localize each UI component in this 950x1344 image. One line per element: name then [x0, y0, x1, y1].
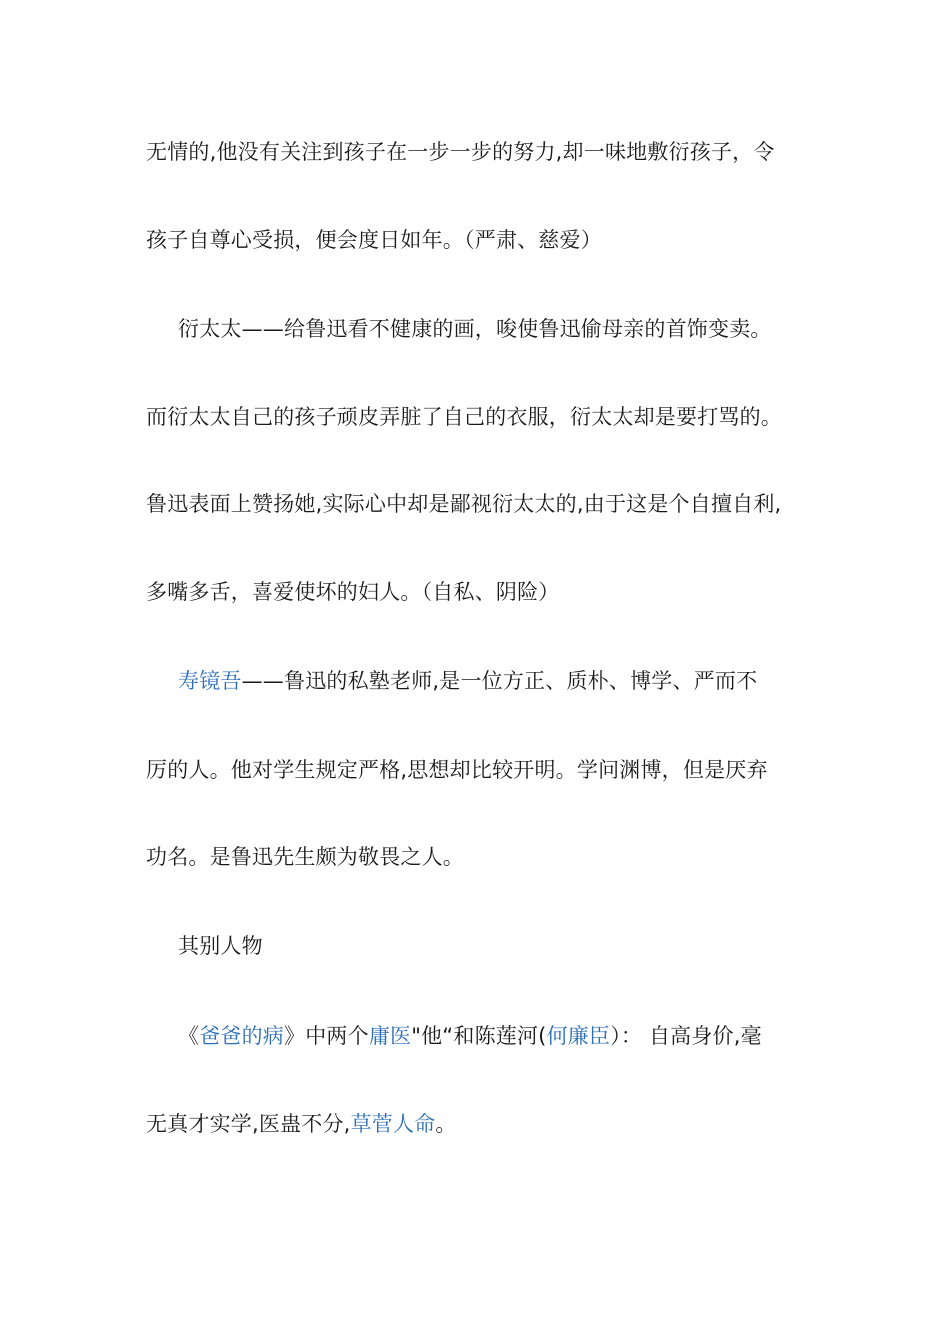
text-line-2: 孩子自尊心受损，便会度日如年。（严肃、慈爱） — [146, 228, 602, 252]
section-heading-other-characters: 其别人物 — [178, 934, 263, 958]
text-line-7-rest: ——鲁迅的私塾老师,是一位方正、质朴、博学、严而不 — [241, 669, 758, 693]
text-fragment: 《 — [178, 1024, 200, 1048]
text-line-11 — [178, 1021, 762, 1051]
text-fragment: 无真才实学,医蛊不分, — [146, 1112, 351, 1136]
text-line-5: 鲁迅表面上赞扬她,实际心中却是鄙视衍太太的,由于这是个自擅自利, — [146, 492, 782, 516]
text-line-7 — [178, 666, 757, 696]
link-shou-jingwu[interactable]: 寿镜吾 — [178, 669, 242, 693]
text-line-4: 而衍太太自己的孩子顽皮弄脏了自己的衣服，衍太太却是要打骂的。 — [146, 405, 782, 429]
text-line-9: 功名。是鲁迅先生颇为敬畏之人。 — [146, 845, 464, 869]
link-quack-doctor[interactable]: 庸医 — [368, 1024, 412, 1048]
text-fragment: "他“和陈莲河( — [411, 1024, 547, 1048]
link-he-lianchen[interactable]: 何廉臣 — [546, 1024, 611, 1048]
text-fragment: ）： 自高身价,毫 — [610, 1024, 762, 1048]
text-line-1: 无情的,他没有关注到孩子在一步一步的努力,却一味地敷衍孩子，令 — [146, 140, 775, 164]
text-fragment: 》中两个 — [284, 1024, 369, 1048]
text-line-8: 厉的人。他对学生规定严格,思想却比较开明。学问渊博，但是厌弃 — [146, 758, 768, 782]
link-father-illness[interactable]: 爸爸的病 — [199, 1024, 285, 1048]
text-line-3: 衍太太——给鲁迅看不健康的画，唆使鲁迅偷母亲的首饰变卖。 — [178, 317, 772, 341]
text-line-12 — [146, 1109, 457, 1139]
text-fragment: 。 — [435, 1112, 457, 1136]
text-line-6: 多嘴多舌，喜爱使坏的妇人。（自私、阴险） — [146, 580, 560, 604]
link-cao-jian-ren-ming[interactable]: 草菅人命 — [350, 1112, 436, 1136]
